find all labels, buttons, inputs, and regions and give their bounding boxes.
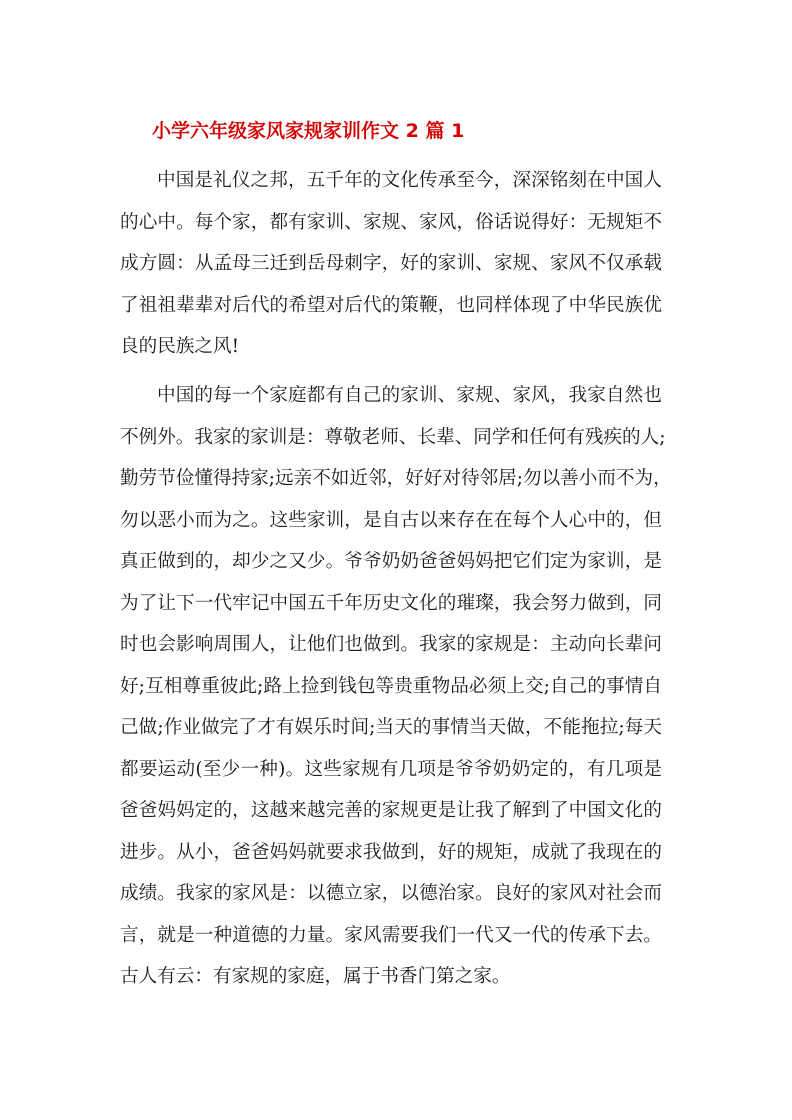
paragraph-line: 古人有云：有家规的家庭，属于书香门第之家。 [120, 966, 511, 987]
paragraph-line: 爸爸妈妈定的，这越来越完善的家规更是让我了解到了中国文化的 [120, 800, 662, 821]
paragraph-1 [120, 160, 662, 368]
paragraph-line: 勿以恶小而为之。这些家训，是自古以来存在在每个人心中的，但 [120, 509, 662, 531]
paragraph-line: 进步。从小，爸爸妈妈就要求我做到，好的规矩，成就了我现在的 [120, 841, 662, 863]
paragraph-line: 真正做到的，却少之又少。爷爷奶奶爸爸妈妈把它们定为家训，是 [120, 551, 662, 572]
paragraph-line: 为了让下一代牢记中国五千年历史文化的璀璨，我会努力做到，同 [120, 592, 662, 614]
document-title: 小学六年级家风家规家训作文 2 篇 1 [152, 120, 465, 142]
paragraph-line: 成绩。我家的家风是：以德立家，以德治家。良好的家风对社会而 [120, 883, 662, 904]
paragraph-line: 良的民族之风! [120, 336, 240, 357]
paragraph-line: 的心中。每个家，都有家训、家规、家风，俗话说得好：无规矩不 [120, 211, 662, 233]
paragraph-line: 好;互相尊重彼此;路上捡到钱包等贵重物品必须上交;自己的事情自 [120, 675, 662, 697]
paragraph-line: 了祖祖辈辈对后代的希望对后代的策鞭，也同样体现了中华民族优 [120, 294, 662, 316]
paragraph-line: 成方圆：从孟母三迁到岳母刺字，好的家训、家规、家风不仅承载 [120, 253, 662, 274]
paragraph-line: 中国的每一个家庭都有自己的家训、家规、家风，我家自然也 [157, 385, 662, 406]
paragraph-line: 中国是礼仪之邦，五千年的文化传承至今，深深铭刻在中国人 [157, 170, 662, 191]
paragraph-line: 己做;作业做完了才有娱乐时间;当天的事情当天做，不能拖拉;每天 [120, 717, 662, 738]
paragraph-line: 时也会影响周围人，让他们也做到。我家的家规是：主动向长辈问 [120, 634, 662, 655]
paragraph-line: 不例外。我家的家训是：尊敬老师、长辈、同学和任何有残疾的人; [120, 426, 666, 448]
paragraph-line: 勤劳节俭懂得持家;远亲不如近邻，好好对待邻居;勿以善小而不为， [120, 468, 672, 489]
paragraph-line: 都要运动(至少一种)。这些家规有几项是爷爷奶奶定的，有几项是 [120, 758, 662, 780]
paragraph-line: 言，就是一种道德的力量。家风需要我们一代又一代的传承下去。 [120, 924, 662, 946]
paragraph-2 [120, 375, 672, 998]
